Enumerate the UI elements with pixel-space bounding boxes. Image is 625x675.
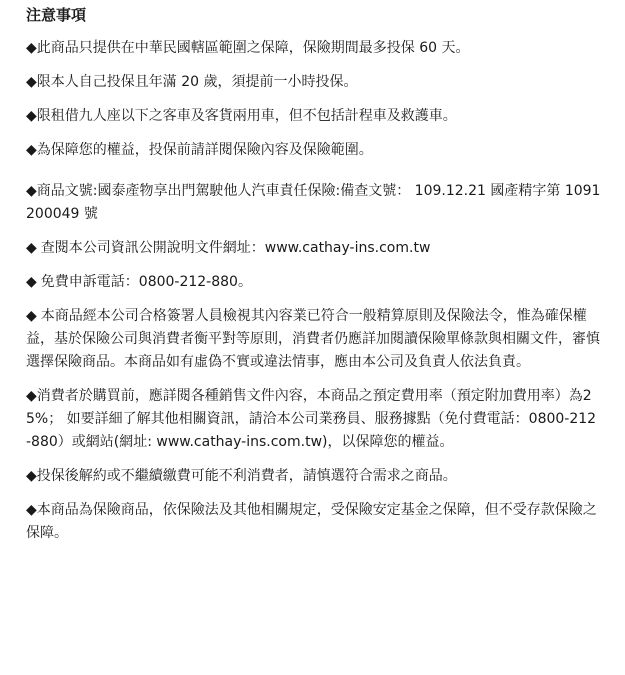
notice-item-text: 商品文號:國泰產物享出門駕駛他人汽車責任保險:備查文號： 109.12.21 國產精字第 1091200049 號 bbox=[26, 183, 601, 222]
notice-item-text: 投保後解約或不繼續繳費可能不利消費者，請慎選符合需求之商品。 bbox=[36, 468, 457, 484]
diamond-bullet-icon: ◆ bbox=[26, 468, 37, 484]
diamond-bullet-icon: ◆ bbox=[26, 142, 37, 158]
notice-item-text: 本商品經本公司合格簽署人員檢視其內容業已符合一般精算原則及保險法令，惟為確保權益，基於保險公司與消費者衡平對等原則，消費者仍應詳加閱讀保險單條款與相關文件，審慎選擇保險商品。本商品如有虛偽不實或違法情事，應由本公司及負責人依法負責。 bbox=[26, 308, 600, 370]
notice-item-text: 為保障您的權益，投保前請詳閱保險內容及保險範圍。 bbox=[36, 142, 373, 158]
diamond-bullet-icon: ◆ bbox=[26, 274, 37, 290]
diamond-bullet-icon: ◆ bbox=[26, 240, 37, 256]
notice-item-cancellation-warning bbox=[26, 465, 601, 488]
notice-item-disclosure-website bbox=[26, 237, 601, 260]
notice-item-coverage-area bbox=[26, 37, 601, 60]
notice-item-text: 消費者於購買前，應詳閱各種銷售文件內容，本商品之預定費用率（預定附加費用率）為25%； 如要詳細了解其他相關資訊，請洽本公司業務員、服務據點（免付費電話：0800-212-880）或網站(網址: www.cathay-ins.com.tw)，以保障您的權益。 bbox=[26, 388, 597, 450]
diamond-bullet-icon: ◆ bbox=[26, 183, 37, 199]
notice-item-read-terms bbox=[26, 139, 601, 162]
diamond-bullet-icon: ◆ bbox=[26, 40, 37, 56]
diamond-bullet-icon: ◆ bbox=[26, 108, 37, 124]
diamond-bullet-icon: ◆ bbox=[26, 388, 37, 404]
diamond-bullet-icon: ◆ bbox=[26, 308, 37, 324]
notice-item-complaint-phone bbox=[26, 271, 601, 294]
notice-item-text: 限本人自己投保且年滿 20 歲，須提前一小時投保。 bbox=[36, 74, 358, 90]
notice-item-guarantee-fund bbox=[26, 499, 601, 545]
notice-item-vehicle-type bbox=[26, 105, 601, 128]
notice-item-text: 查閱本公司資訊公開說明文件網址：www.cathay-ins.com.tw bbox=[40, 240, 431, 256]
notice-item-text: 免費申訴電話：0800-212-880。 bbox=[40, 274, 252, 290]
notice-item-expense-rate bbox=[26, 385, 601, 454]
notice-item-actuarial-statement bbox=[26, 305, 601, 374]
notice-list bbox=[26, 37, 601, 545]
notice-item-text: 此商品只提供在中華民國轄區範圍之保障，保險期間最多投保 60 天。 bbox=[36, 40, 470, 56]
diamond-bullet-icon: ◆ bbox=[26, 502, 37, 518]
notice-item-text: 限租借九人座以下之客車及客貨兩用車，但不包括計程車及救護車。 bbox=[36, 108, 457, 124]
notice-item-product-document-number bbox=[26, 180, 601, 226]
notice-item-eligibility bbox=[26, 71, 601, 94]
diamond-bullet-icon: ◆ bbox=[26, 74, 37, 90]
notice-title: 注意事項 bbox=[26, 6, 87, 24]
notice-item-text: 本商品為保險商品，依保險法及其他相關規定，受保險安定基金之保障，但不受存款保險之保障。 bbox=[26, 502, 597, 541]
